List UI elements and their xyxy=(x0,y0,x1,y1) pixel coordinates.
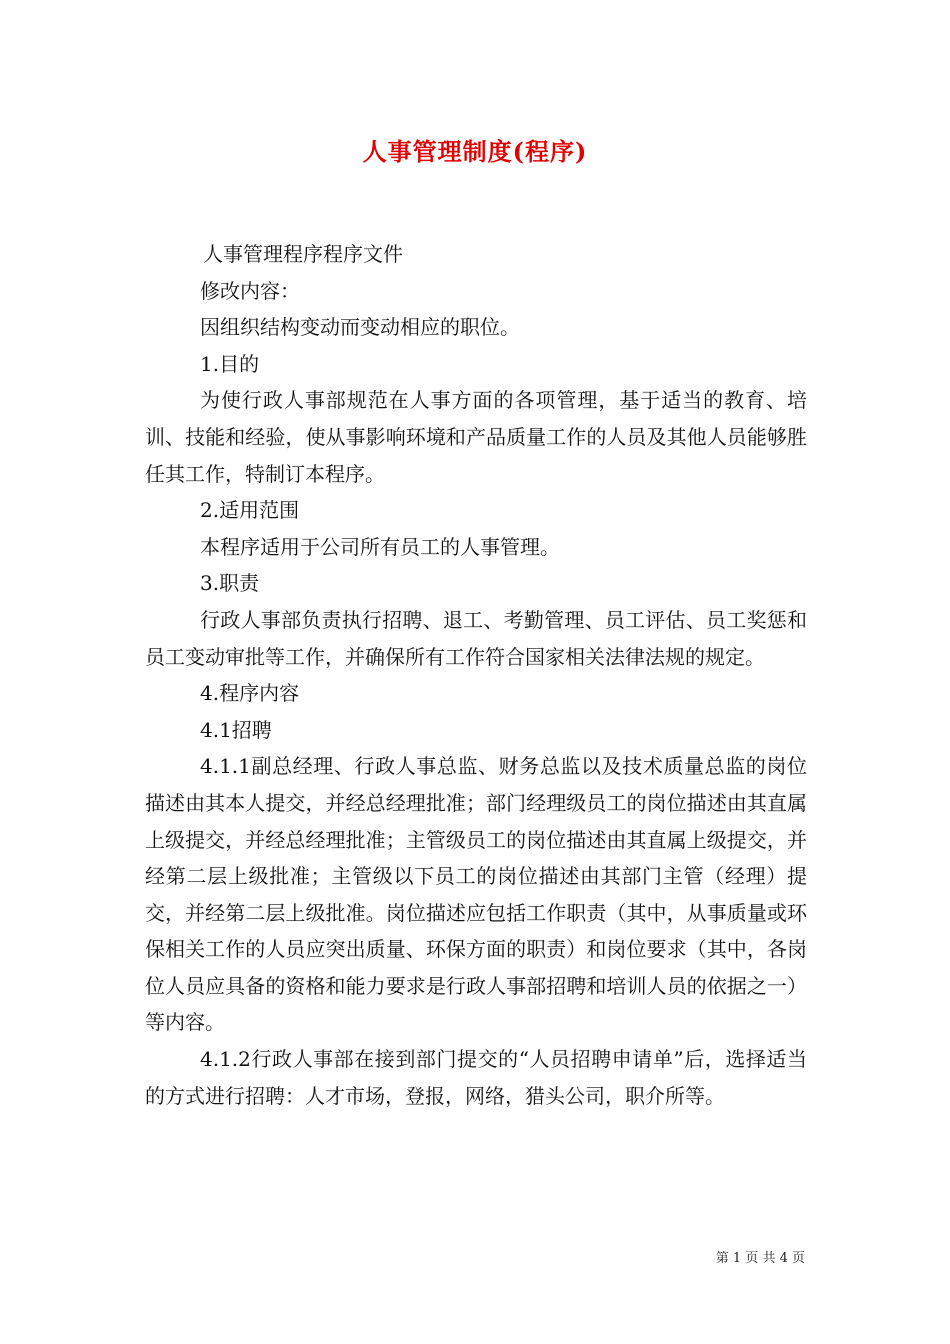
paragraph-modification-content: 因组织结构变动而变动相应的职位。 xyxy=(200,315,520,340)
section-procedure-heading: 4.程序内容 xyxy=(200,681,300,706)
clause-4-1-1-text: 4.1.1副总经理、行政人事总监、财务总监以及技术质量总监的岗位描述由其本人提交，并经总经理批准；部门经理级员工的岗位描述由其直属上级提交，并经总经理批准；主管级员工的岗位描述由其直属上级提交，并经第二层上级批准；主管级以下员工的岗位描述由其部门主管（经理）提交，并经第二层上级批准。岗位描述应包括工作职责（其中，从事质量或环保相关工作的人员应突出质量、环保方面的职责）和岗位要求（其中，各岗位人员应具备的资格和能力要求是行政人事部招聘和培训人员的依据之一）等内容。 xyxy=(145,754,807,1035)
paragraph-modification-label: 修改内容： xyxy=(200,278,300,303)
clause-4-1-2-text: 4.1.2行政人事部在接到部门提交的“人员招聘申请单”后，选择适当的方式进行招聘：人才市场，登报，网络，猎头公司，职介所等。 xyxy=(145,1047,807,1108)
section-duty-heading: 3.职责 xyxy=(200,571,260,596)
page-number-footer: 第 1 页 共 4 页 xyxy=(715,1251,805,1266)
section-duty-text: 行政人事部负责执行招聘、退工、考勤管理、员工评估、员工奖惩和员工变动审批等工作，并确保所有工作符合国家相关法律法规的规定。 xyxy=(145,607,807,669)
document-body xyxy=(145,236,807,1114)
section-purpose-text: 为使行政人事部规范在人事方面的各项管理，基于适当的教育、培训、技能和经验，使从事影响环境和产品质量工作的人员及其他人员能够胜任其工作，特制订本程序。 xyxy=(145,388,807,486)
section-scope-text: 本程序适用于公司所有员工的人事管理。 xyxy=(200,534,560,559)
section-scope-heading: 2.适用范围 xyxy=(200,498,300,523)
document-title: 人事管理制度(程序) xyxy=(362,137,588,166)
subsection-recruitment-heading: 4.1招聘 xyxy=(200,717,272,742)
section-purpose-heading: 1.目的 xyxy=(200,351,260,376)
paragraph-heading: 人事管理程序程序文件 xyxy=(203,242,403,266)
